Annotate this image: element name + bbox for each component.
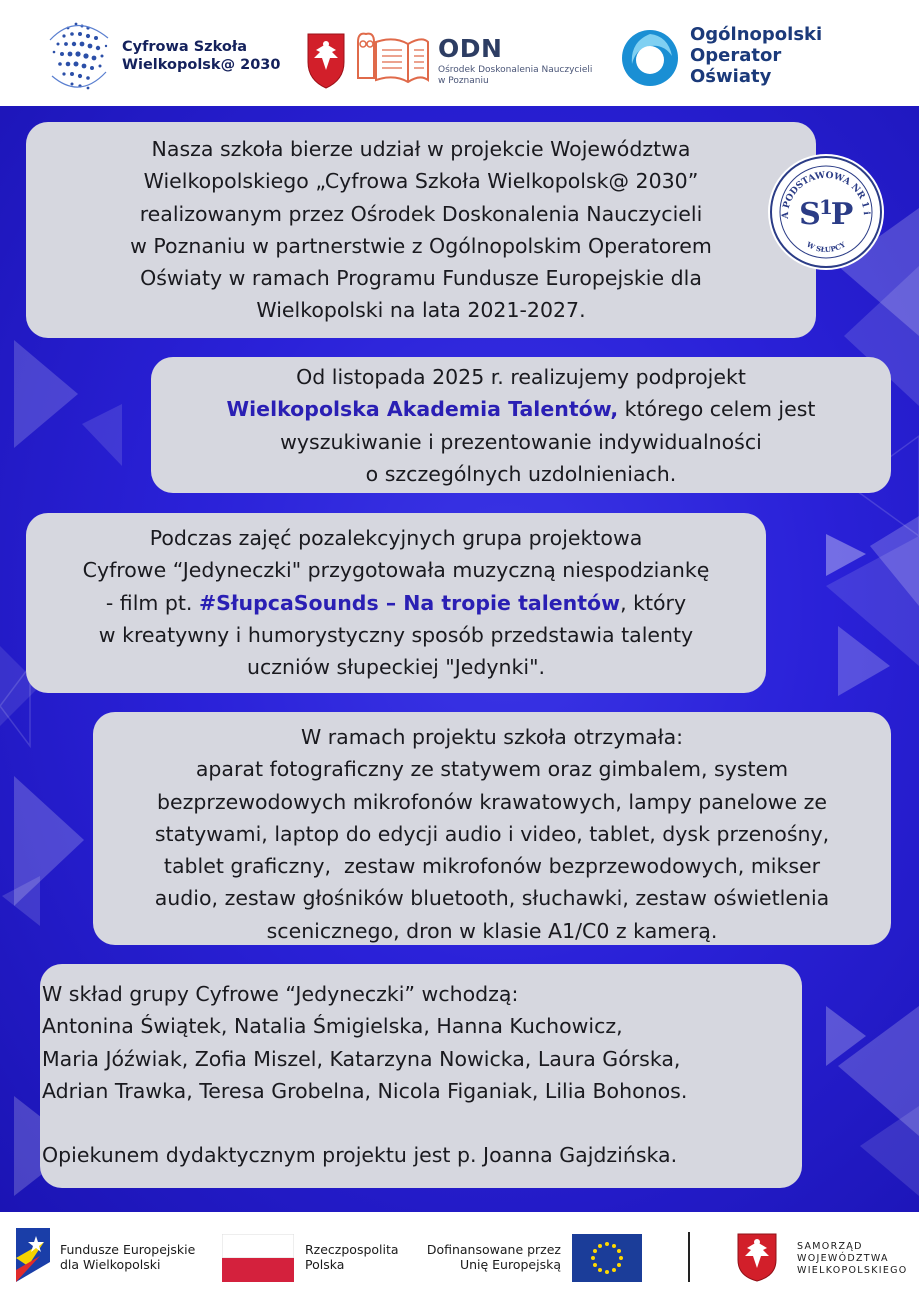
fe-logo-text — [60, 1242, 195, 1272]
equipment-box — [93, 712, 891, 945]
group-members-box — [40, 964, 802, 1188]
school-seal — [766, 152, 886, 272]
ooo-line1: Ogólnopolski — [690, 24, 823, 45]
rp-logo-text — [305, 1242, 399, 1272]
film-line-3-pre: - film pt. — [105, 590, 199, 615]
seal-arc-text: A PODSTAWOWA NR 1 i — [780, 170, 872, 219]
eu-line2: Unię Europejską — [459, 1257, 561, 1272]
fe-line1: Fundusze Europejskie — [60, 1242, 196, 1257]
seal-bottom-text: W SŁUPCY — [805, 239, 847, 255]
film-line-3 — [26, 587, 766, 619]
subproject-line-4: o szczególnych uzdolnieniach. — [365, 461, 677, 486]
intro-line-2: Wielkopolskiego „Cyfrowa Szkoła Wielkopolsk@ 2030” — [143, 169, 699, 194]
footer-divider — [688, 1232, 690, 1282]
cyfrowa-logo-line1: Cyfrowa Szkoła — [122, 39, 248, 55]
intro-line-1: Nasza szkoła bierze udział w projekcie Województwa — [151, 137, 691, 161]
equipment-line-5: tablet graficzny, zestaw mikrofonów bezprzewodowych, mikser — [163, 854, 821, 879]
ogolnopolski-operator-logo — [620, 22, 860, 92]
subproject-line-3: wyszukiwanie i prezentowanie indywidualności — [280, 429, 762, 454]
subproject-line-1: Od listopada 2025 r. realizujemy podprojekt — [296, 365, 746, 389]
wielkopolska-coat-of-arms-icon — [736, 1232, 778, 1282]
seal-monogram-1: 1 — [819, 195, 833, 219]
odn-emblems-icon — [304, 28, 434, 92]
subproject-line-2 — [151, 393, 891, 425]
dots-globe-icon — [46, 16, 116, 96]
rp-line2: Polska — [305, 1257, 345, 1272]
sw-line1: SAMORZĄD — [797, 1241, 863, 1252]
equipment-line-2: aparat fotograficzny ze statywem oraz gimbalem, system — [195, 757, 789, 782]
ooo-line3: Oświaty — [690, 66, 772, 87]
project-intro-box — [26, 122, 816, 338]
ooo-circle-icon — [620, 26, 684, 90]
school-seal-icon — [766, 152, 886, 272]
supervisor-line: Opiekunem dydaktycznym projektu jest p. Joanna Gajdzińska. — [42, 1143, 678, 1168]
equipment-line-6: audio, zestaw głośników bluetooth, słuchawki, zestaw oświetlenia — [154, 886, 830, 911]
seal-monogram-p: P — [830, 197, 854, 232]
film-line-5: uczniów słupeckiej "Jedynki". — [246, 655, 546, 680]
film-line-3-post: , który — [620, 590, 687, 615]
members-line-4: Adrian Trawka, Teresa Grobelna, Nicola Figaniak, Lilia Bohonos. — [42, 1078, 688, 1103]
film-line-1: Podczas zajęć pozalekcyjnych grupa projektowa — [149, 526, 643, 550]
odn-sub-line1: Ośrodek Doskonalenia Nauczycieli — [438, 65, 593, 75]
rp-line1: Rzeczpospolita — [305, 1242, 399, 1257]
sw-line3: WIELKOPOLSKIEGO — [797, 1265, 908, 1276]
subproject-name-highlight: Wielkopolska Akademia Talentów, — [226, 397, 619, 422]
sw-line2: WOJEWÓDZTWA — [797, 1253, 889, 1264]
members-spacer — [42, 1107, 802, 1139]
header-logos — [0, 0, 919, 106]
eu-line1: Dofinansowane przez — [426, 1242, 561, 1257]
seal-monogram-s: S — [799, 197, 821, 232]
footer-logos — [0, 1212, 919, 1300]
fe-line2: dla Wielkopolski — [60, 1257, 161, 1272]
cyfrowa-szkola-logo — [46, 16, 286, 96]
members-line-2: Antonina Świątek, Natalia Śmigielska, Hanna Kuchowicz, — [42, 1014, 623, 1039]
subproject-line-2-rest: którego celem jest — [618, 397, 816, 422]
eu-logo-text — [425, 1242, 561, 1272]
film-line-2: Cyfrowe “Jedyneczki" przygotowała muzyczną niespodziankę — [82, 558, 710, 583]
cyfrowa-logo-line2: Wielkopolsk@ 2030 — [122, 57, 281, 73]
members-line-3: Maria Jóźwiak, Zofia Miszel, Katarzyna Nowicka, Laura Górska, — [42, 1046, 681, 1071]
equipment-line-1: W ramach projektu szkoła otrzymała: — [300, 725, 684, 749]
film-title-highlight: #SłupcaSounds – Na tropie talentów — [198, 590, 621, 615]
fe-logo-icon — [14, 1226, 54, 1284]
intro-line-4: w Poznaniu w partnerstwie z Ogólnopolskim Operatorem — [130, 233, 712, 258]
odn-title: ODN — [438, 34, 503, 63]
odn-sub-line2: w Poznaniu — [438, 76, 489, 86]
polish-flag-icon — [222, 1234, 294, 1282]
film-line-4: w kreatywny i humorystyczny sposób przedstawia talenty — [98, 622, 694, 647]
equipment-line-4: statywami, laptop do edycji audio i video, tablet, dysk przenośny, — [154, 821, 830, 846]
subproject-box — [151, 357, 891, 493]
intro-line-5: Oświaty w ramach Programu Fundusze Europejskie dla — [140, 266, 702, 291]
members-line-1: W skład grupy Cyfrowe “Jedyneczki” wchodzą: — [42, 982, 519, 1006]
equipment-line-3: bezprzewodowych mikrofonów krawatowych, lampy panelowe ze — [157, 789, 827, 814]
samorzad-logo-text — [797, 1241, 908, 1277]
odn-logo — [304, 28, 604, 92]
film-box — [26, 513, 766, 693]
equipment-line-7: scenicznego, dron w klasie A1/C0 z kamerą. — [266, 918, 718, 943]
poster-body — [0, 106, 919, 1212]
ooo-line2: Operator — [690, 45, 782, 66]
intro-line-6: Wielkopolski na lata 2021-2027. — [256, 298, 586, 323]
eu-flag-icon — [572, 1234, 642, 1282]
intro-line-3: realizowanym przez Ośrodek Doskonalenia Nauczycieli — [139, 201, 703, 226]
